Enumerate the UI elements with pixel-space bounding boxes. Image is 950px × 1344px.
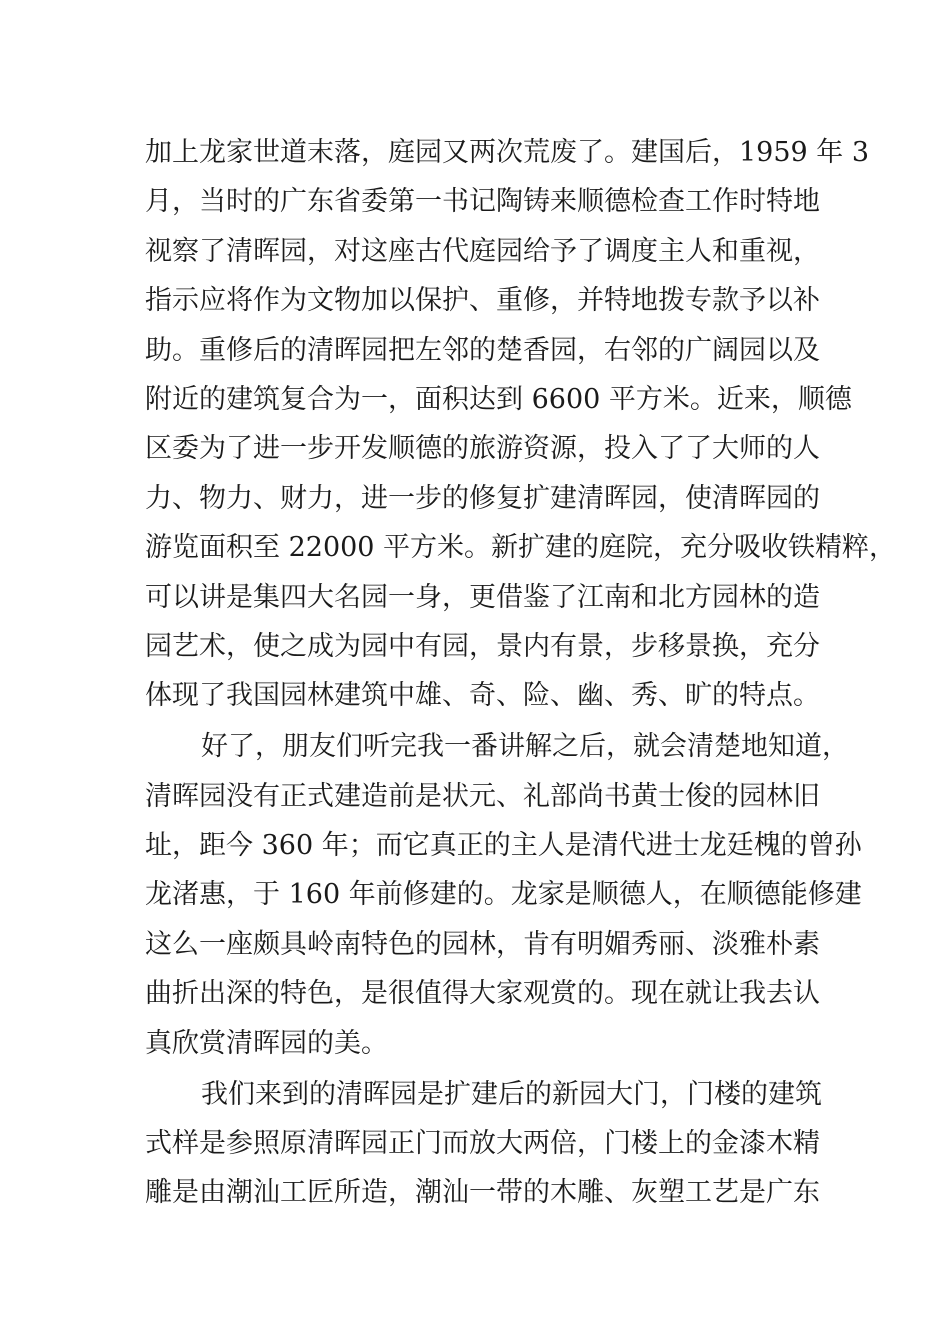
paragraph-2: [145, 722, 862, 1068]
text-line: 曲折出深的特色，是很值得大家观赏的。现在就让我去认: [145, 978, 820, 1010]
text-line: 附近的建筑复合为一，面积达到 6600 平方米。近来，顺德: [145, 383, 852, 415]
text-line: 助。重修后的清晖园把左邻的楚香园，右邻的广阔园以及: [145, 334, 820, 366]
paragraph-3: [145, 1070, 835, 1218]
text-line: 址，距今 360 年；而它真正的主人是清代进士龙廷槐的曾孙: [145, 830, 862, 862]
text-line: 雕是由潮汕工匠所造，潮汕一带的木雕、灰塑工艺是广东: [145, 1177, 820, 1209]
text-line: 好了，朋友们听完我一番讲解之后，就会清楚地知道，: [201, 731, 849, 763]
paragraph-1: [145, 128, 897, 721]
text-line: 区委为了进一步开发顺德的旅游资源，投入了了大师的人: [145, 433, 820, 465]
document-body: [145, 128, 897, 1218]
text-line: 游览面积至 22000 平方米。新扩建的庭院，充分吸收铁精粹，: [145, 532, 897, 564]
text-line: 视察了清晖园，对这座古代庭园给予了调度主人和重视，: [145, 235, 820, 267]
text-line: 加上龙家世道末落，庭园又两次荒废了。建国后，1959 年 3: [145, 137, 870, 168]
text-line: 龙渚惠，于 160 年前修建的。龙家是顺德人，在顺德能修建: [145, 879, 862, 911]
text-line: 力、物力、财力，进一步的修复扩建清晖园，使清晖园的: [145, 482, 820, 514]
text-line: 体现了我国园林建筑中雄、奇、险、幽、秀、旷的特点。: [145, 680, 820, 712]
text-line: 真欣赏清晖园的美。: [145, 1027, 388, 1059]
text-line: 清晖园没有正式建造前是状元、礼部尚书黄士俊的园林旧: [145, 780, 820, 812]
text-line: 指示应将作为文物加以保护、重修，并特地拨专款予以补: [145, 285, 820, 317]
text-line: 这么一座颇具岭南特色的园林，肯有明媚秀丽、淡雅朴素: [145, 928, 820, 960]
text-line: 可以讲是集四大名园一身，更借鉴了江南和北方园林的造: [145, 581, 820, 613]
text-line: 月，当时的广东省委第一书记陶铸来顺德检查工作时特地: [145, 186, 820, 218]
text-line: 式样是参照原清晖园正门而放大两倍，门楼上的金漆木精: [145, 1128, 820, 1159]
text-line: 我们来到的清晖园是扩建后的新园大门，门楼的建筑: [201, 1078, 822, 1110]
text-line: 园艺术，使之成为园中有园，景内有景，步移景换，充分: [145, 630, 820, 662]
